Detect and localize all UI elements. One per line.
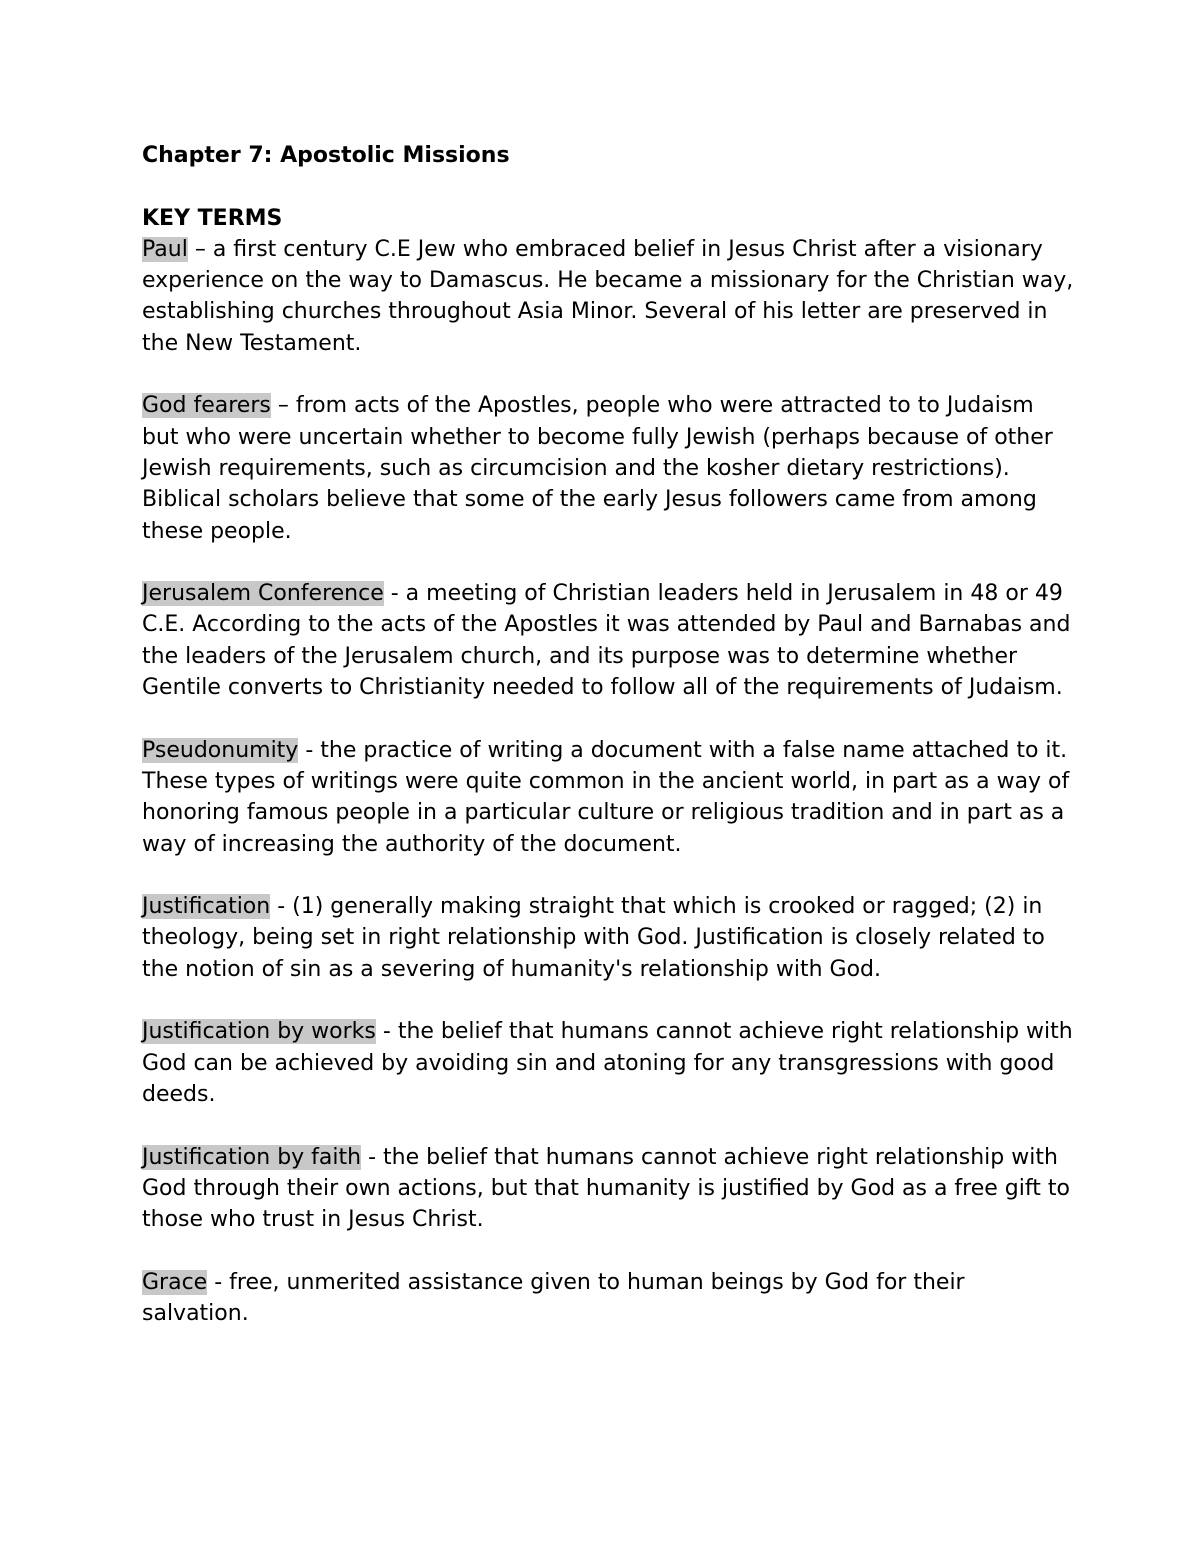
definition-grace: - free, unmerited assistance given to human beings by God for their salvation. bbox=[142, 1269, 965, 1326]
term-god-fearers: God fearers bbox=[142, 393, 271, 419]
term-entry-justification bbox=[142, 891, 1077, 985]
term-jerusalem-conference: Jerusalem Conference bbox=[142, 581, 384, 607]
term-entry-jerusalem-conference bbox=[142, 578, 1077, 703]
definition-paul: – a first century C.E Jew who embraced belief in Jesus Christ after a visionary experience on the way to Damascus. He became a missionary for the Christian way, establishing churches throughout Asia Minor. Several of his letter are preserved in the New Testament. bbox=[142, 236, 1074, 356]
term-entry-paul bbox=[142, 234, 1077, 359]
term-entry-pseudonumity bbox=[142, 735, 1077, 860]
section-heading: KEY TERMS bbox=[142, 205, 283, 231]
document-page bbox=[142, 140, 1077, 1361]
term-entry-justification-by-faith bbox=[142, 1142, 1077, 1236]
term-justification-by-faith: Justification by faith bbox=[142, 1144, 362, 1170]
term-entry-god-fearers bbox=[142, 390, 1077, 546]
definition-justification: - (1) generally making straight that which is crooked or ragged; (2) in theology, being set in right relationship with God. Justification is closely related to the notion of sin as a severing of humanity's relationship with God. bbox=[142, 894, 1045, 982]
term-entry-grace bbox=[142, 1267, 1077, 1330]
definition-god-fearers: – from acts of the Apostles, people who were attracted to to Judaism but who were uncertain whether to become fully Jewish (perhaps because of other Jewish requirements, such as circumcision and the kosher dietary restrictions). Biblical scholars believe that some of the early Jesus followers came from among these people. bbox=[142, 393, 1053, 544]
term-justification: Justification bbox=[142, 894, 271, 920]
definition-justification-by-works: - the belief that humans cannot achieve right relationship with God can be achieved by avoiding sin and atoning for any transgressions with good deeds. bbox=[142, 1019, 1073, 1107]
term-grace: Grace bbox=[142, 1269, 208, 1295]
term-pseudonumity: Pseudonumity bbox=[142, 737, 299, 763]
definition-pseudonumity: - the practice of writing a document with a false name attached to it. These types of writings were quite common in the ancient world, in part as a way of honoring famous people in a particular culture or religious tradition and in part as a way of increasing the authority of the document. bbox=[142, 737, 1070, 857]
term-paul: Paul bbox=[142, 236, 188, 262]
term-entry-justification-by-works bbox=[142, 1016, 1077, 1110]
term-justification-by-works: Justification by works bbox=[142, 1019, 376, 1045]
chapter-title: Chapter 7: Apostolic Missions bbox=[142, 143, 510, 168]
definition-justification-by-faith: - the belief that humans cannot achieve right relationship with God through their own actions, but that humanity is justified by God as a free gift to those who trust in Jesus Christ. bbox=[142, 1144, 1070, 1233]
definition-jerusalem-conference: - a meeting of Christian leaders held in Jerusalem in 48 or 49 C.E. According to the acts of the Apostles it was attended by Paul and Barnabas and the leaders of the Jerusalem church, and its purpose was to determine whether Gentile converts to Christianity needed to follow all of the requirements of Judaism. bbox=[142, 581, 1071, 701]
